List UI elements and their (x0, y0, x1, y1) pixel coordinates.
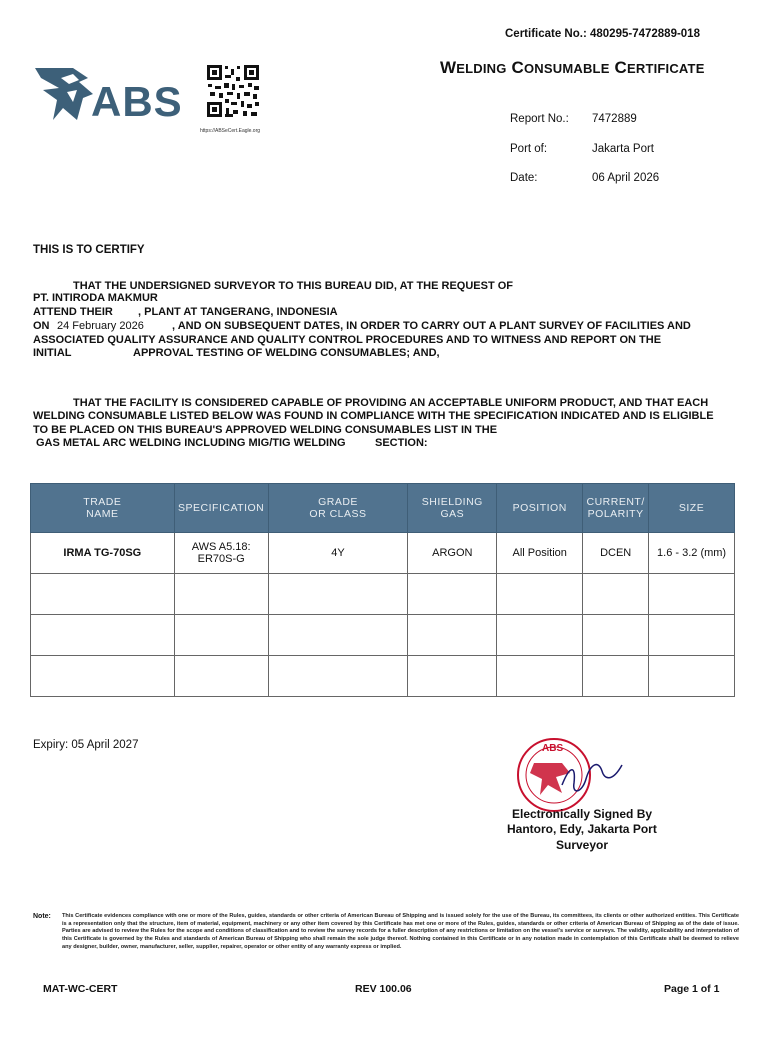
header-shielding-gas: SHIELDING GAS (408, 484, 497, 533)
cell-grade: 4Y (268, 533, 408, 574)
consumables-table (30, 483, 735, 697)
abs-logo-text: ABS (91, 78, 183, 125)
attend-text: ATTEND THEIR (33, 306, 113, 318)
port-label: Port of: (510, 143, 548, 155)
header-grade: GRADE OR CLASS (268, 484, 408, 533)
header-current-polarity: CURRENT/ POLARITY (583, 484, 649, 533)
company-name: PT. INTIRODA MAKMUR (33, 292, 158, 304)
header-specification: SPECIFICATION (174, 484, 268, 533)
paragraph1-line5: ASSOCIATED QUALITY ASSURANCE AND QUALITY CONTROL PROCEDURES AND TO WITNESS AND REPORT ON THE (33, 334, 662, 346)
seal-text: ABS (542, 743, 564, 754)
section-label: SECTION: (375, 437, 428, 449)
certificate-title: WELDING CONSUMABLE CERTIFICATE (440, 58, 705, 77)
qr-url: https://ABSeCert.Eagle.org (200, 128, 261, 134)
header-position: POSITION (497, 484, 583, 533)
plant-location: , PLANT AT TANGERANG, INDONESIA (138, 306, 338, 318)
port-value: Jakarta Port (592, 143, 654, 155)
certificate-number: Certificate No.: 480295-7472889-018 (505, 28, 700, 40)
signed-by-line: Electronically Signed By (512, 807, 653, 821)
survey-date: 24 February 2026 (57, 320, 144, 332)
table-row (31, 615, 735, 656)
certify-heading: THIS IS TO CERTIFY (33, 244, 145, 256)
paragraph2-line1: THAT THE FACILITY IS CONSIDERED CAPABLE OF PROVIDING AN ACCEPTABLE UNIFORM PRODUCT, AND THAT EACH (73, 397, 709, 409)
cell-position: All Position (497, 533, 583, 574)
cell-trade-name: IRMA TG-70SG (31, 533, 175, 574)
header-trade-name: TRADE NAME (31, 484, 175, 533)
date-label: Date: (510, 172, 538, 184)
abs-logo (33, 64, 193, 126)
date-value: 06 April 2026 (592, 172, 660, 184)
paragraph2-line3: TO BE PLACED ON THIS BUREAU'S APPROVED WELDING CONSUMABLES LIST IN THE (33, 424, 498, 436)
table-row (31, 533, 735, 574)
initial-text: INITIAL (33, 347, 72, 359)
paragraph1-line4: , AND ON SUBSEQUENT DATES, IN ORDER TO CARRY OUT A PLANT SURVEY OF FACILITIES AND (172, 320, 691, 332)
expiry-date: Expiry: 05 April 2027 (33, 739, 139, 751)
cell-size: 1.6 - 3.2 (mm) (649, 533, 735, 574)
paragraph2-line4: GAS METAL ARC WELDING INCLUDING MIG/TIG WELDING (36, 437, 346, 449)
paragraph1-line1: THAT THE UNDERSIGNED SURVEYOR TO THIS BUREAU DID, AT THE REQUEST OF (73, 280, 514, 292)
revision: REV 100.06 (355, 983, 412, 995)
surveyor-title: Surveyor (556, 838, 609, 852)
abs-seal-stamp (512, 735, 642, 815)
cell-current-polarity: DCEN (583, 533, 649, 574)
paragraph1-line6: APPROVAL TESTING OF WELDING CONSUMABLES; AND, (133, 347, 440, 359)
table-header-row (31, 484, 735, 533)
paragraph2-line2: WELDING CONSUMABLE LISTED BELOW WAS FOUND IN COMPLIANCE WITH THE SPECIFICATION INDICATED AND IS ELIGIBLE (33, 410, 714, 422)
table-row (31, 656, 735, 697)
abs-eagle-logo (33, 64, 193, 126)
cell-shielding-gas: ARGON (408, 533, 497, 574)
note-label: Note: (33, 913, 51, 920)
disclaimer-note: This Certificate evidences compliance with one or more of the Rules, guides, standards or other criteria of American Bureau of Shipping and is issued solely for the use of the Bureau, its committees, its clients or other authorized entities. This Certificate is a representation only that the structure, item of material, equipment, machinery or any other item covered by this Certificate has met one or more of the Rules, guides, standards or other criteria of American Bureau of Shipping as of the date of issue. Parties are advised to review the Rules for the scope and conditions of classification and to review the survey records for a fuller description of any restrictions or limitation on the vessel's service or surveys. The validity, applicability and interpretation of this Certificate is governed by the Rules and standards of American Bureau of Shipping who shall remain the sole judge thereof. Nothing contained in this Certificate or in any notation made in contemplation of this Certificate shall be deemed to relieve any designer, builder, owner, manufacturer, seller, supplier, repairer, operator or other entity of any warranty express or implied. (62, 913, 739, 950)
table-row (31, 574, 735, 615)
page-number: Page 1 of 1 (664, 983, 720, 995)
qr-code-icon (206, 64, 260, 118)
header-size: SIZE (649, 484, 735, 533)
report-no-value: 7472889 (592, 113, 637, 125)
surveyor-name: Hantoro, Edy, Jakarta Port (507, 822, 657, 836)
cell-specification: AWS A5.18: ER70S-G (174, 533, 268, 574)
report-no-label: Report No.: (510, 113, 569, 125)
form-code: MAT-WC-CERT (43, 983, 118, 995)
on-text: ON (33, 320, 50, 332)
